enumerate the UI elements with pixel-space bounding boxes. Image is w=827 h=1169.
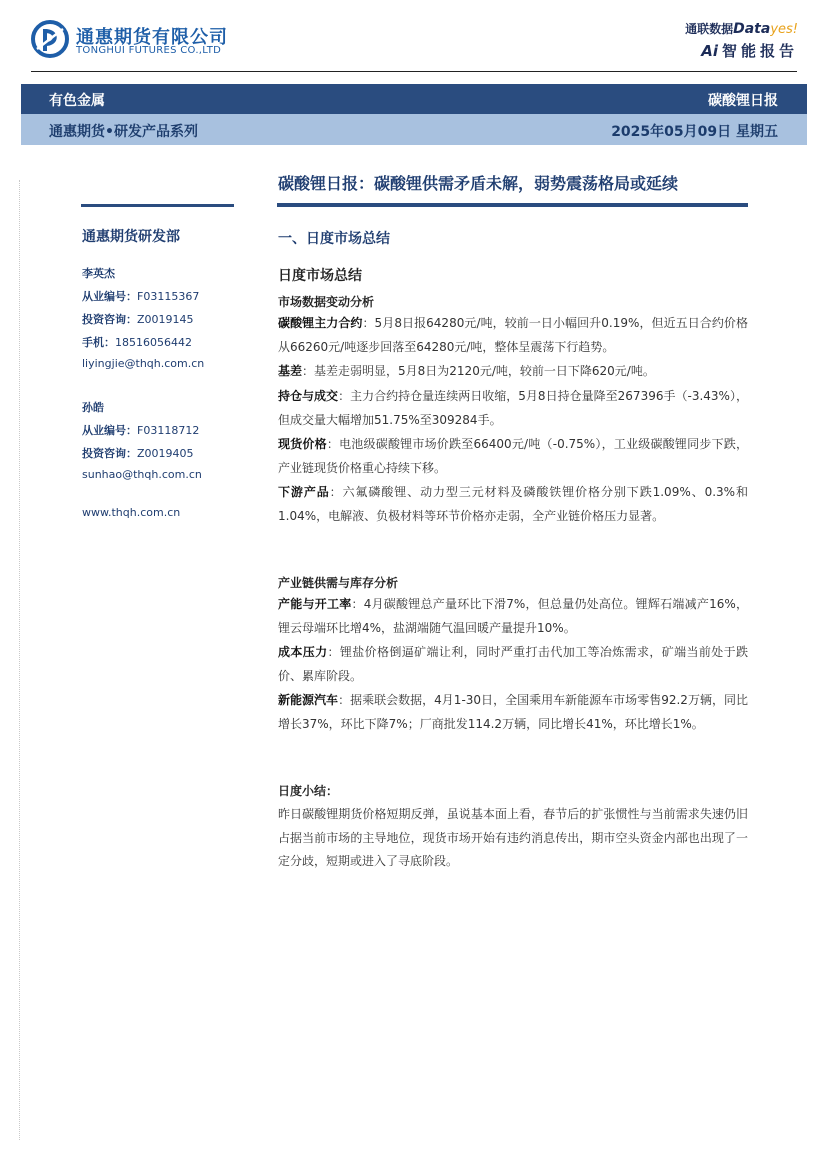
brand-top-line <box>685 20 798 37</box>
supply-paragraph <box>278 689 748 736</box>
margin-dots <box>19 180 20 1140</box>
banner-bottom <box>21 114 807 145</box>
supply-heading: 产业链供需与库存分析 <box>278 576 399 590</box>
logo-chinese-name: 通惠期货有限公司 <box>76 27 228 48</box>
license-label: 从业编号： <box>82 424 137 437</box>
market-paragraph <box>278 385 748 432</box>
sidebar-divider <box>81 204 234 207</box>
item-key: 成本压力 <box>278 645 328 659</box>
supply-paragraph <box>278 641 748 688</box>
website-link[interactable]: www.thqh.com.cn <box>82 506 181 519</box>
title-divider <box>277 203 748 207</box>
summary-paragraph: 昨日碳酸锂期货价格短期反弹，虽说基本面上看，春节后的扩张惯性与当前需求失速仍旧占据当前市场的主导地位，现货市场开始有违约消息传出，期市空头资金内部也出现了一定分歧，短期或进入了寻底阶段。 <box>278 807 748 868</box>
market-paragraph <box>278 312 748 359</box>
item-text: ：电池级碳酸锂市场价跌至66400元/吨（-0.75%），工业级碳酸锂同步下跌，产业链现货价格重心持续下移。 <box>278 437 748 475</box>
summary-heading: 日度小结： <box>278 784 339 798</box>
analyst-name: 孙皓 <box>82 401 104 414</box>
market-paragraph <box>278 433 748 480</box>
ai-logo-icon: Ai <box>701 42 718 60</box>
license-label: 从业编号： <box>82 290 137 303</box>
consult-label: 投资咨询： <box>82 447 137 460</box>
logo-english-name: TONGHUI FUTURES CO.,LTD <box>76 45 222 56</box>
analyst-consult <box>82 445 194 461</box>
analyst-phone <box>82 334 192 350</box>
item-key: 下游产品 <box>278 485 330 499</box>
banner-date: 2025年05月09日 星期五 <box>611 124 778 140</box>
analyst-license <box>82 422 199 438</box>
tonghui-logo-icon <box>31 20 69 58</box>
license-number: F03118712 <box>137 424 200 437</box>
brand-cn: 通联数据 <box>685 22 734 36</box>
market-paragraph <box>278 481 748 528</box>
section-heading: 一、日度市场总结 <box>278 231 390 247</box>
item-key: 新能源汽车 <box>278 693 339 707</box>
phone-number: 18516056442 <box>115 336 192 349</box>
item-key: 现货价格 <box>278 437 327 451</box>
item-text: ：主力合约持仓量连续两日收缩，5月8日持仓量降至267396手（-3.43%），但成交量大幅增加51.75%至309284手。 <box>278 389 748 427</box>
phone-label: 手机： <box>82 336 115 349</box>
market-heading: 市场数据变动分析 <box>278 295 375 309</box>
brand-yes: yes! <box>770 22 798 37</box>
analyst-name: 李英杰 <box>82 267 115 280</box>
analyst-email[interactable]: sunhao@thqh.com.cn <box>82 468 202 481</box>
analyst-consult <box>82 311 194 327</box>
item-text: ：5月8日报64280元/吨，较前一日小幅回升0.19%，但近五日合约价格从66260元/吨逐步回落至64280元/吨，整体呈震荡下行趋势。 <box>278 316 748 354</box>
header-divider <box>31 71 797 72</box>
supply-paragraph <box>278 593 748 640</box>
brand-data: Data <box>733 21 771 37</box>
item-key: 碳酸锂主力合约 <box>278 316 363 330</box>
sidebar <box>82 226 242 519</box>
section-subtitle: 日度市场总结 <box>278 268 362 284</box>
brand-report: 智能报告 <box>721 42 798 60</box>
banner-category: 有色金属 <box>49 93 105 109</box>
datayes-brand <box>685 20 798 61</box>
consult-number: Z0019405 <box>137 447 194 460</box>
banner-top <box>21 84 807 114</box>
analyst-email[interactable]: liyingjie@thqh.com.cn <box>82 357 205 370</box>
research-dept: 通惠期货研发部 <box>82 229 180 245</box>
banner-report-type: 碳酸锂日报 <box>708 93 778 109</box>
banner-series: 通惠期货•研发产品系列 <box>49 124 198 140</box>
consult-label: 投资咨询： <box>82 313 137 326</box>
market-paragraph <box>278 360 748 384</box>
brand-bottom-line <box>685 40 798 61</box>
item-key: 持仓与成交 <box>278 389 339 403</box>
consult-number: Z0019145 <box>137 313 194 326</box>
analyst-license <box>82 288 199 304</box>
item-text: ：4月碳酸锂总产量环比下滑7%，但总量仍处高位。锂辉石端减产16%，锂云母端环比增4%，盐湖端随气温回暖产量提升10%。 <box>278 597 748 635</box>
item-key: 产能与开工率 <box>278 597 352 611</box>
item-text: ：据乘联会数据，4月1-30日，全国乘用车新能源车市场零售92.2万辆，同比增长37%，环比下降7%；厂商批发114.2万辆，同比增长41%，环比增长1%。 <box>278 693 748 731</box>
report-title: 碳酸锂日报：碳酸锂供需矛盾未解，弱势震荡格局或延续 <box>278 174 679 193</box>
item-key: 基差 <box>278 364 303 378</box>
item-text: ：锂盐价格倒逼矿端让利，同时严重打击代加工等冶炼需求，矿端当前处于跌价、累库阶段。 <box>278 645 748 683</box>
item-text: ：基差走弱明显，5月8日为2120元/吨，较前一日下降620元/吨。 <box>302 364 655 378</box>
item-text: ：六氟磷酸锂、动力型三元材料及磷酸铁锂价格分别下跌1.09%、0.3%和1.04%，电解液、负极材料等环节价格亦走弱，全产业链价格压力显著。 <box>278 485 748 523</box>
license-number: F03115367 <box>137 290 200 303</box>
